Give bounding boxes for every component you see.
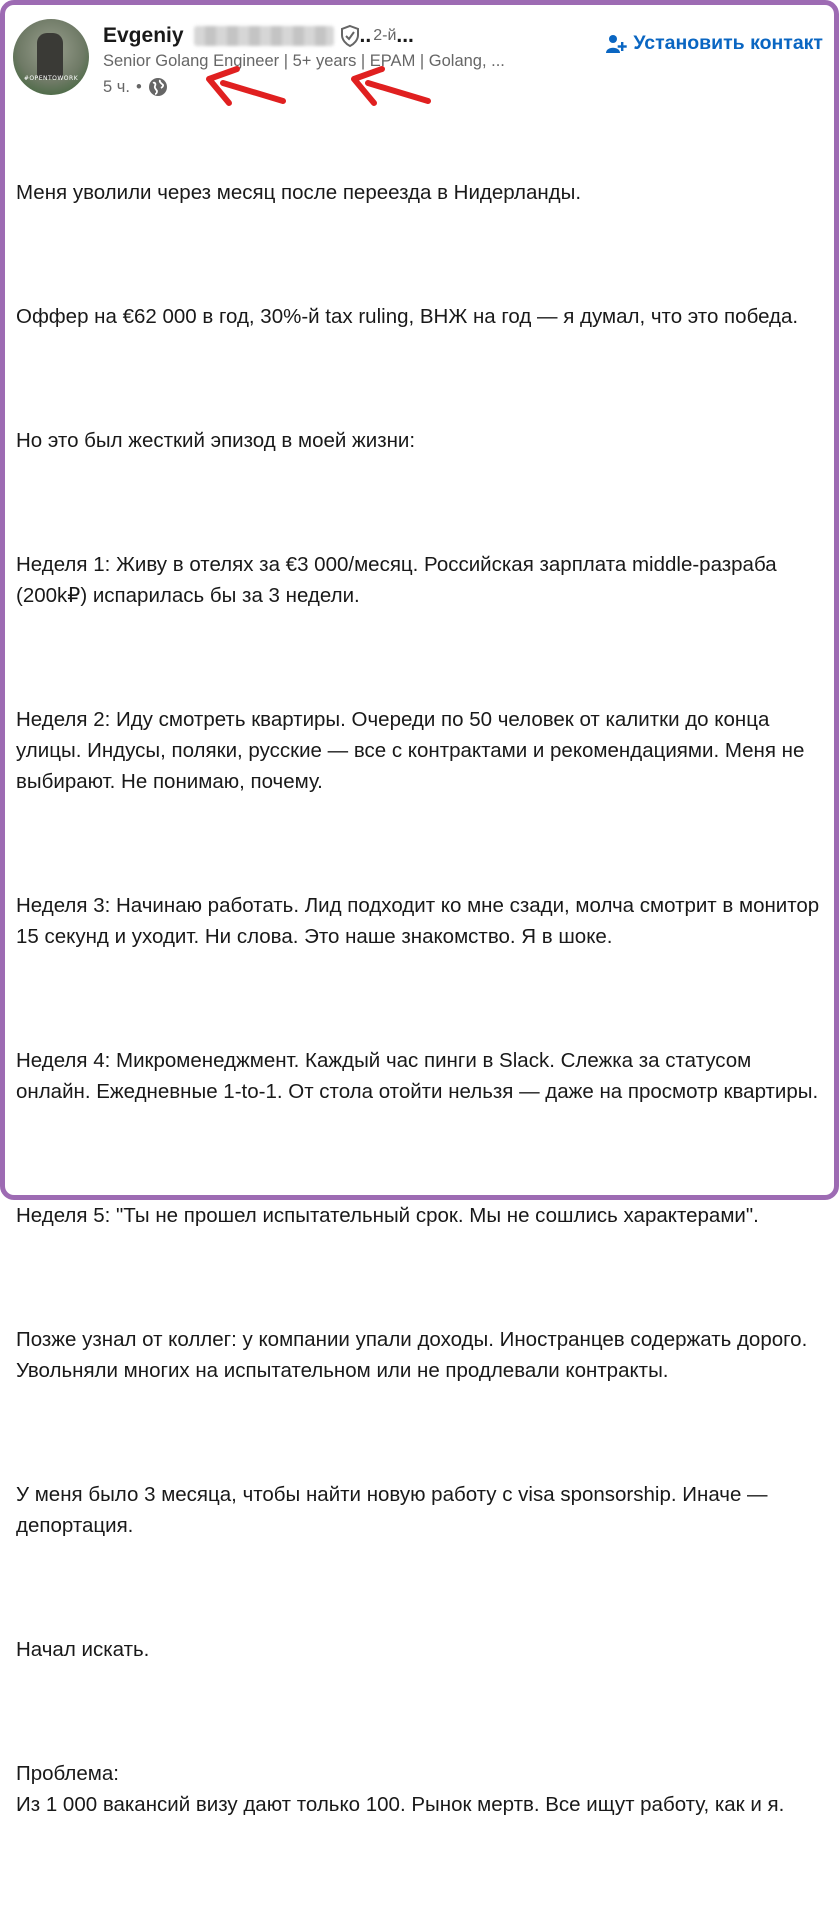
author-headline: Senior Golang Engineer | 5+ years | EPAM | Golang, ...	[103, 52, 505, 70]
author-name-row	[103, 21, 414, 51]
globe-icon	[148, 77, 168, 97]
post-paragraph: Но это был жесткий эпизод в моей жизни:	[16, 429, 416, 452]
post-body	[16, 115, 831, 1913]
post-paragraph: Оффер на €62 000 в год, 30%-й tax ruling, ВНЖ на год — я думал, что это победа.	[16, 305, 799, 328]
verified-shield-icon	[340, 25, 360, 47]
blurred-surname	[194, 26, 334, 46]
post-paragraph: Неделя 5: "Ты не прошел испытательный срок. Мы не сошлись характерами".	[16, 1204, 759, 1227]
connection-degree: 2-й	[373, 27, 397, 44]
author-avatar[interactable]	[13, 19, 89, 95]
post-paragraph: Позже узнал от коллег: у компании упали доходы. Иностранцев содержать дорого. Увольняли многих на испытательном или не продлевали контракты.	[16, 1328, 813, 1382]
post-time[interactable]: 5 ч.	[103, 77, 130, 96]
author-name[interactable]: Evgeniy	[103, 24, 184, 47]
annotation-arrow-icon	[195, 63, 295, 113]
annotation-arrow-icon	[340, 63, 440, 113]
connect-button[interactable]	[605, 32, 823, 55]
meta-separator: •	[135, 77, 142, 96]
open-to-work-badge: #OPENTOWORK	[23, 75, 79, 82]
degree-ellipsis: ...	[396, 24, 414, 47]
post-paragraph: Проблема: Из 1 000 вакансий визу дают только 100. Рынок мертв. Все ищут работу, как и я.	[16, 1762, 785, 1816]
post-paragraph: Неделя 2: Иду смотреть квартиры. Очереди по 50 человек от калитки до конца улицы. Индусы, поляки, русские — все с контрактами и рекомендациями. Меня не выбирают. Не понимаю, почему.	[16, 708, 811, 793]
post-paragraph: У меня было 3 месяца, чтобы найти новую работу с visa sponsorship. Иначе — депортация.	[16, 1483, 774, 1537]
name-ellipsis: ..	[359, 24, 372, 47]
post-paragraph: Неделя 4: Микроменеджмент. Каждый час пинги в Slack. Слежка за статусом онлайн. Ежедневные 1-to-1. От стола отойти нельзя — даже на просмотр квартиры.	[16, 1049, 819, 1103]
add-person-icon	[605, 33, 627, 55]
post-meta	[103, 77, 168, 97]
post-paragraph: Неделя 1: Живу в отелях за €3 000/месяц. Российская зарплата middle-разраба (200k₽) испарилась бы за 3 недели.	[16, 553, 783, 607]
post-paragraph: Неделя 3: Начинаю работать. Лид подходит ко мне сзади, молча смотрит в монитор 15 секунд и уходит. Ни слова. Это наше знакомство. Я в шоке.	[16, 894, 825, 948]
post-paragraph: Меня уволили через месяц после переезда в Нидерланды.	[16, 181, 582, 204]
connect-button-label: Установить контакт	[633, 32, 823, 54]
post-paragraph: Начал искать.	[16, 1638, 150, 1661]
avatar-photo	[37, 33, 63, 79]
